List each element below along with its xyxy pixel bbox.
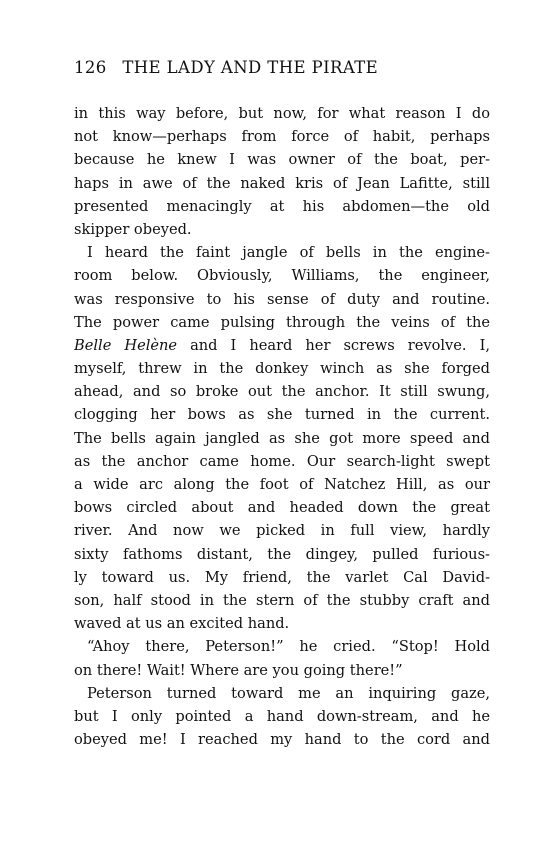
text-line: myself, threw in the donkey winch as she forged bbox=[74, 360, 490, 378]
text-line: The power came pulsing through the veins of the bbox=[74, 313, 490, 331]
text-line: room below. Obviously, Williams, the engineer, bbox=[74, 267, 490, 285]
text-line: because he knew I was owner of the boat, per- bbox=[74, 151, 490, 169]
text-line: clogging her bows as she turned in the current. bbox=[74, 406, 490, 424]
text-line: The bells again jangled as she got more speed and bbox=[74, 429, 490, 447]
boat-name: Belle Helène bbox=[74, 336, 178, 354]
body-text bbox=[74, 102, 490, 751]
running-header bbox=[74, 58, 494, 82]
text-line: as the anchor came home. Our search-light swept bbox=[74, 452, 490, 470]
text-line: a wide arc along the foot of Natchez Hill, as our bbox=[74, 476, 490, 493]
text-line: haps in awe of the naked kris of Jean Lafitte, still bbox=[74, 174, 490, 192]
text-fragment: and I heard her screws revolve. I, bbox=[177, 336, 490, 354]
text-line: skipper obeyed. bbox=[74, 220, 192, 238]
text-line: ahead, and so broke out the anchor. It still swung, bbox=[74, 383, 490, 401]
text-line: on there! Wait! Where are you going there!” bbox=[74, 661, 403, 679]
running-title: THE LADY AND THE PIRATE bbox=[122, 58, 379, 77]
text-line: obeyed me! I reached my hand to the cord and bbox=[74, 731, 490, 749]
text-line: ly toward us. My friend, the varlet Cal David- bbox=[74, 568, 490, 586]
text-line: presented menacingly at his abdomen—the old bbox=[74, 197, 490, 215]
text-line: in this way before, but now, for what reason I do bbox=[74, 105, 490, 122]
text-line: bows circled about and headed down the great bbox=[74, 499, 490, 517]
text-line bbox=[74, 334, 490, 357]
text-line: but I only pointed a hand down-stream, and he bbox=[74, 707, 490, 725]
text-line: I heard the faint jangle of bells in the engine- bbox=[87, 244, 490, 262]
text-line: was responsive to his sense of duty and routine. bbox=[74, 290, 490, 308]
text-line: waved at us an excited hand. bbox=[74, 615, 290, 633]
text-line: sixty fathoms distant, the dingey, pulled furious- bbox=[74, 545, 490, 563]
text-line: not know—perhaps from force of habit, perhaps bbox=[74, 128, 490, 146]
page-number: 126 bbox=[74, 58, 107, 77]
text-line: Peterson turned toward me an inquiring gaze, bbox=[87, 684, 490, 702]
text-line: son, half stood in the stern of the stubby craft and bbox=[74, 591, 490, 609]
text-line: “Ahoy there, Peterson!” he cried. “Stop! Hold bbox=[87, 638, 490, 656]
text-line: river. And now we picked in full view, hardly bbox=[74, 522, 490, 540]
